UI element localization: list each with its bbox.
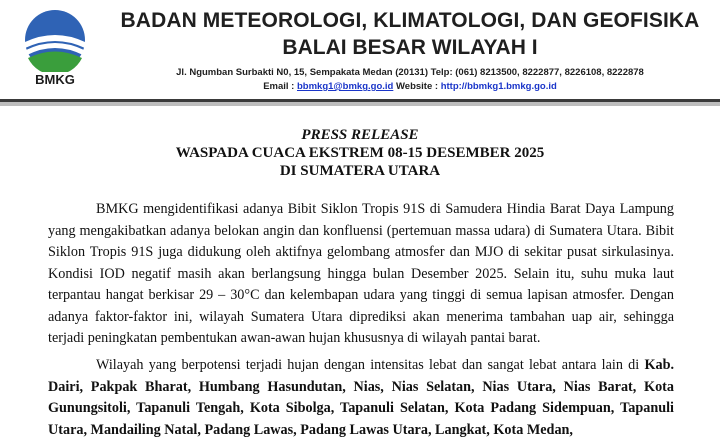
website-label: Website : — [395, 81, 439, 92]
body-paragraph-2 — [48, 355, 674, 441]
email-label: Email : — [263, 81, 295, 92]
press-release-label: PRESS RELEASE — [301, 127, 419, 143]
email-link[interactable]: bbmkg1@bmkg.go.id — [296, 81, 394, 92]
org-name-line1: BADAN METEOROLOGI, KLIMATOLOGI, DAN GEOFISIKA — [120, 9, 700, 32]
bmkg-emblem-icon — [20, 8, 90, 72]
release-title-line1: WASPADA CUACA EKSTREM 08-15 DESEMBER 2025 — [175, 145, 545, 161]
bmkg-logo — [20, 8, 90, 90]
letterhead — [0, 0, 720, 104]
paragraph-2-regions: Kab. Dairi, Pakpak Bharat, Humbang Hasundutan, Nias, Nias Selatan, Nias Utara, Nias Barat, Kota Gunungsitoli, Tapanuli Tengah, Kota Sibolga, Tapanuli Selatan, Kota Padang Sidempuan, Tapanuli Utara, Mandailing Natal, Padang Lawas, Padang Lawas Utara, Langkat, Kota Medan, — [48, 357, 675, 438]
release-title-line2: DI SUMATERA UTARA — [279, 163, 441, 179]
contact-line — [110, 81, 710, 92]
logo-text: BMKG — [35, 72, 75, 87]
org-name-line2: BALAI BESAR WILAYAH I — [282, 36, 538, 59]
website-link[interactable]: http://bbmkg1.bmkg.go.id — [440, 81, 557, 92]
body-paragraph-1: BMKG mengidentifikasi adanya Bibit Siklon Tropis 91S di Samudera Hindia Barat Daya Lampung yang mengakibatkan adanya belokan angin dan konfluensi (pertemuan massa udara) di Sumatera Utara. Bibit Siklon Tropis 91S juga didukung oleh aktifnya gelombang atmosfer dan MJO di sekitar pusat sirkulasinya. Kondisi IOD negatif masih akan berlangsung hingga bulan Desember 2025. Selain itu, suhu muka laut terpantau hangat berkisar 29 – 30°C dan kelembapan udara yang tinggi di semua lapisan atmosfer. Dengan adanya faktor-faktor ini, wilayah Sumatera Utara diprediksi akan menerima tambahan uap air, sehingga terjadi peningkatan pembentukan awan-awan hujan khususnya di wilayah pantai barat. — [48, 201, 674, 346]
address-line: Jl. Ngumban Surbakti N0, 15, Sempakata Medan (20131) Telp: (061) 8213500, 8222877, 8226108, 8222878 — [176, 67, 644, 78]
paragraph-2-intro: Wilayah yang berpotensi terjadi hujan dengan intensitas lebat dan sangat lebat antara lain di — [96, 357, 640, 373]
letterhead-rule-light — [0, 102, 720, 106]
